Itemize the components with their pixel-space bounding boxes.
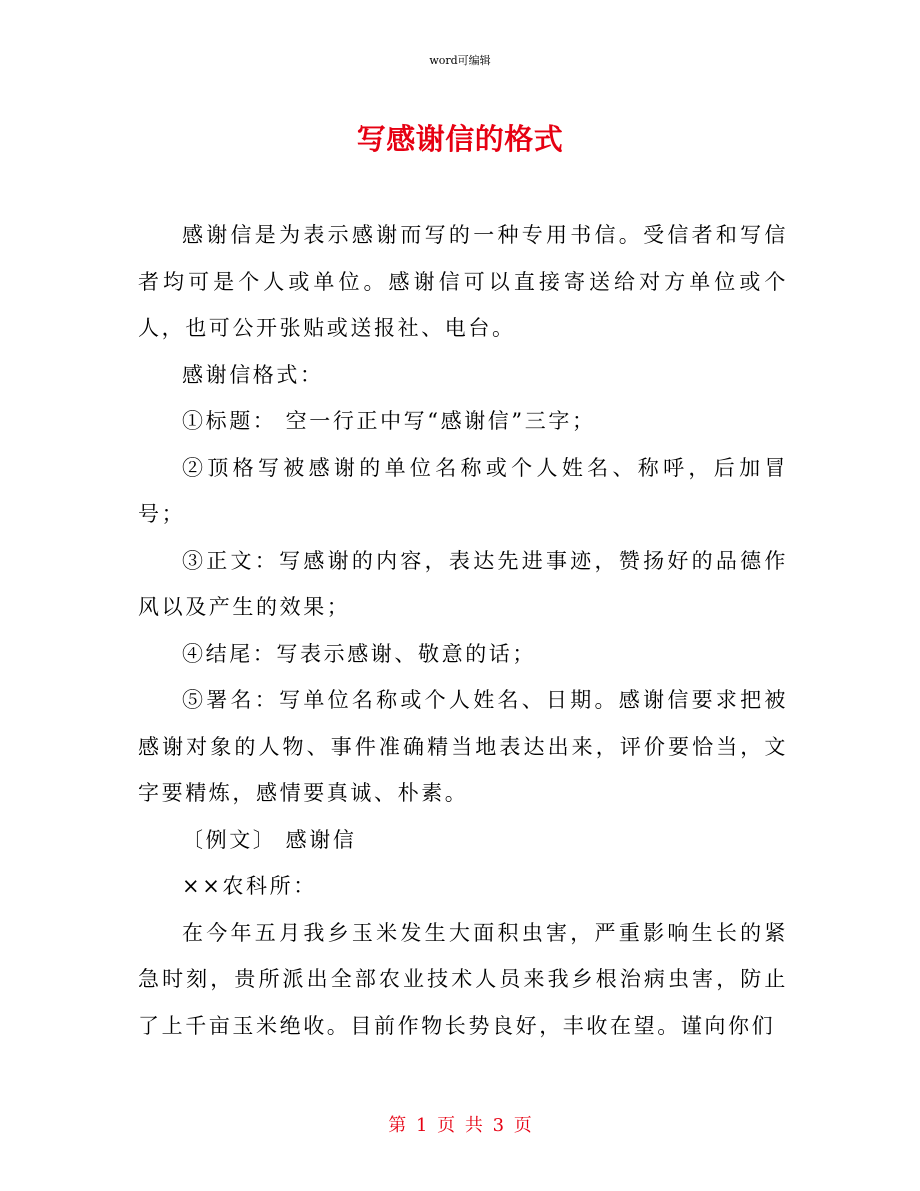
- paragraph-item-salutation: ②顶格写被感谢的单位名称或个人姓名、称呼，后加冒号；: [138, 455, 788, 526]
- paragraph-example-body: 在今年五月我乡玉米发生大面积虫害，严重影响生长的紧急时刻，贵所派出全部农业技术人员来我乡根治病虫害，防止了上千亩玉米绝收。目前作物长势良好，丰收在望。谨向你们: [138, 920, 788, 1038]
- paragraph-item-body: ③正文：写感谢的内容，表达先进事迹，赞扬好的品德作风以及产生的效果；: [138, 548, 788, 619]
- page-number-footer: 第 1 页 共 3 页: [388, 1115, 532, 1136]
- paragraph-item-signature: ⑤署名：写单位名称或个人姓名、日期。感谢信要求把被感谢对象的人物、事件准确精当地表达出来，评价要恰当，文字要精炼，感情要真诚、朴素。: [138, 688, 788, 805]
- paragraph-item-title: ①标题： 空一行正中写“感谢信”三字；: [182, 409, 596, 433]
- paragraph-intro: 感谢信是为表示感谢而写的一种专用书信。受信者和写信者均可是个人或单位。感谢信可以直接寄送给对方单位或个人，也可公开张贴或送报社、电台。: [138, 223, 788, 340]
- header-note: word可编辑: [429, 54, 491, 67]
- paragraph-item-closing: ④结尾：写表示感谢、敬意的话；: [182, 641, 536, 666]
- paragraph-example-heading: 〔例文〕 感谢信: [182, 827, 357, 852]
- document-title: 写感谢信的格式: [356, 122, 564, 156]
- document-body: [138, 212, 788, 1049]
- paragraph-format-heading: 感谢信格式：: [182, 362, 324, 387]
- paragraph-example-recipient: ××农科所：: [182, 874, 317, 898]
